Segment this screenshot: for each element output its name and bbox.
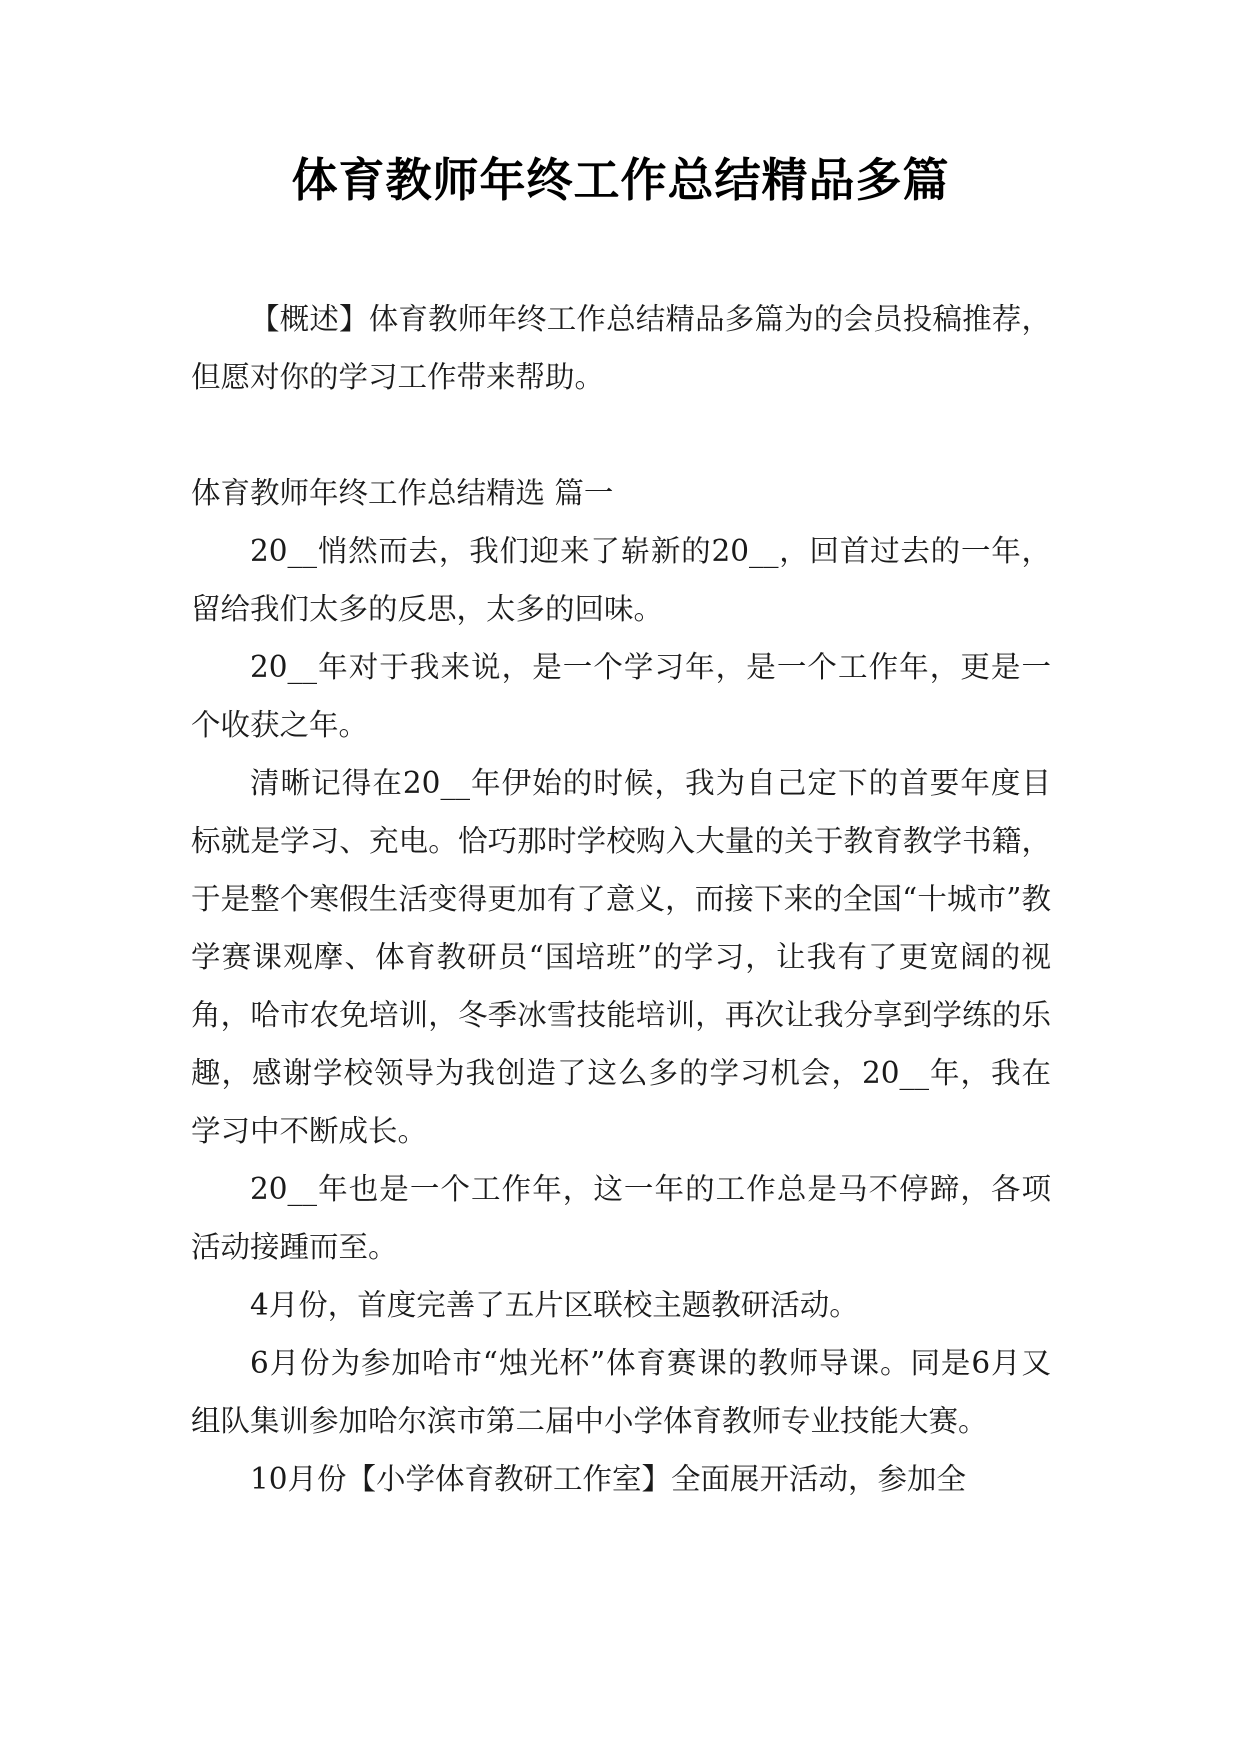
body-paragraph: 4月份，首度完善了五片区联校主题教研活动。 xyxy=(250,1288,859,1322)
body-paragraph: 20__年对于我来说，是一个学习年，是一个工作年，更是一个收获之年。 xyxy=(191,650,1051,742)
body-paragraph: 10月份【小学体育教研工作室】全面展开活动，参加全 xyxy=(250,1462,967,1496)
body-paragraph: 6月份为参加哈市“烛光杯”体育赛课的教师导课。同是6月又组队集训参加哈尔滨市第二届中小学体育教师专业技能大赛。 xyxy=(191,1346,1051,1438)
document-body xyxy=(191,290,1051,1508)
body-paragraph: 20__年也是一个工作年，这一年的工作总是马不停蹄，各项活动接踵而至。 xyxy=(191,1172,1051,1264)
body-paragraph: 20__悄然而去，我们迎来了崭新的20__，回首过去的一年，留给我们太多的反思，太多的回味。 xyxy=(191,534,1051,626)
summary-paragraph: 【概述】体育教师年终工作总结精品多篇为的会员投稿推荐，但愿对你的学习工作带来帮助。 xyxy=(191,302,1051,394)
document-title: 体育教师年终工作总结精品多篇 xyxy=(291,153,950,207)
section-heading: 体育教师年终工作总结精选 篇一 xyxy=(191,476,614,510)
body-paragraph: 清晰记得在20__年伊始的时候，我为自己定下的首要年度目标就是学习、充电。恰巧那时学校购入大量的关于教育教学书籍，于是整个寒假生活变得更加有了意义，而接下来的全国“十城市”教学赛课观摩、体育教研员“国培班”的学习，让我有了更宽阔的视角，哈市农免培训，冬季冰雪技能培训，再次让我分享到学练的乐趣，感谢学校领导为我创造了这么多的学习机会，20__年，我在学习中不断成长。 xyxy=(191,766,1051,1148)
